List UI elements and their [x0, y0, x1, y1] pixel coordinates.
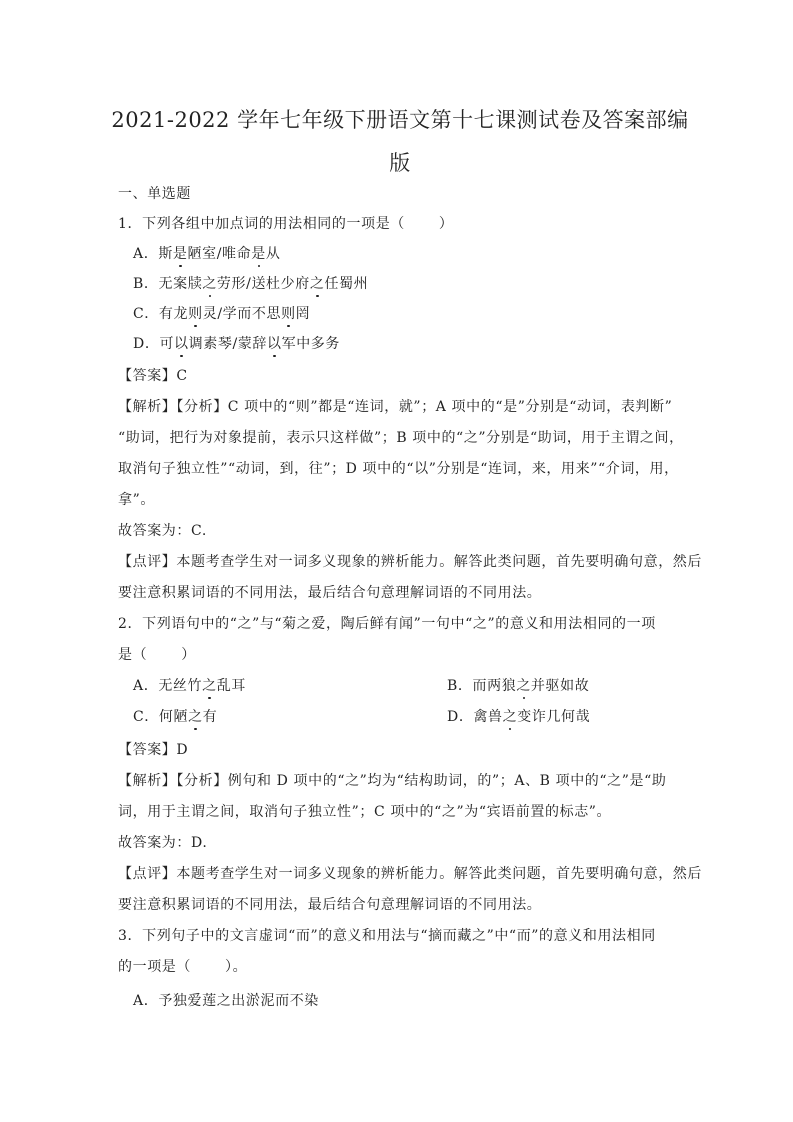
q2-analysis-line: 词，用于主谓之间，取消句子独立性”；C 项中的“之”为“宾语前置的标志”。: [118, 804, 612, 820]
q2-option-b: [447, 675, 589, 695]
option-text: 乱耳: [216, 678, 246, 694]
q2-option-a: [133, 675, 246, 695]
q1-stem-close: ）: [438, 216, 454, 232]
q2-stem-line: [118, 644, 196, 664]
option-text: 陋室/唯命: [187, 246, 252, 262]
q3-option-a: [133, 990, 319, 1010]
emphasized-word: 之: [188, 706, 203, 726]
emphasized-word: 则: [188, 303, 203, 323]
emphasized-word: 以: [267, 333, 282, 353]
option-text: 予独爱莲之出淤泥而不染: [158, 993, 319, 1009]
q1-option-a: [133, 243, 280, 263]
emphasized-word: 是: [173, 243, 188, 263]
q3-stem-close: ）。: [225, 959, 248, 975]
option-text: 调素琴/蒙辞: [188, 336, 267, 352]
q1-option-c: [133, 303, 310, 323]
option-text: 斯: [158, 246, 173, 262]
option-text: 并驱如故: [530, 678, 590, 694]
q1-stem: [118, 213, 454, 233]
option-text: 何陋: [158, 709, 189, 725]
q2-stem-text: 是（: [118, 647, 148, 663]
q2-stem-line: 2．下列语句中的“之”与“菊之爱，陶后鲜有闻”一句中“之”的意义和用法相同的一项: [118, 616, 656, 632]
option-text: 有龙: [158, 306, 189, 322]
option-label: C．: [133, 306, 159, 322]
q1-analysis-line: 拿”。: [118, 492, 155, 508]
q1-comment-line: 要注意积累词语的不同用法，最后结合句意理解词语的不同用法。: [118, 585, 542, 601]
option-text: 禽兽: [473, 709, 503, 725]
q1-analysis-line: 【解析】【分析】C 项中的“则”都是“连词，就”；A 项中的“是”分别是“动词，表判断”: [118, 399, 673, 415]
q2-comment-line: 【点评】本题考查学生对一词多义现象的辨析能力。解答此类问题，首先要明确句意，然后: [118, 866, 702, 882]
emphasized-word: 之: [310, 273, 325, 293]
option-label: A．: [133, 246, 159, 262]
q2-answer: 【答案】D: [118, 742, 189, 758]
emphasized-word: 则: [281, 303, 296, 323]
option-text: 无丝竹: [158, 678, 203, 694]
q2-stem-close: ）: [181, 647, 196, 663]
option-text: 而两狼: [472, 678, 517, 694]
option-text: 任蜀州: [324, 276, 369, 292]
q2-analysis-line: 【解析】【分析】例句和 D 项中的“之”均为“结构助词，的”；A、B 项中的“之”是“助: [118, 773, 667, 789]
option-label: D．: [133, 336, 160, 352]
q1-option-d: [133, 333, 340, 353]
option-text: 从: [265, 246, 281, 262]
q3-stem-text: 的一项是（: [118, 959, 191, 975]
option-text: 罔: [295, 306, 311, 322]
option-text: 可: [159, 336, 175, 352]
q3-stem-line: 3．下列句子中的文言虚词“而”的意义和用法与“摘而藏之”中“而”的意义和用法相同: [118, 928, 656, 944]
option-text: 劳形/送杜少府: [216, 276, 310, 292]
q2-conclusion: 故答案为：D.: [118, 835, 208, 851]
emphasized-word: 以: [174, 333, 189, 353]
q2-option-d: [447, 706, 590, 726]
q1-analysis-line: “助词，把行为对象提前，表示只这样做”；B 项中的“之”分别是“助词，用于主谓之间，: [118, 430, 684, 446]
emphasized-word: 之: [202, 273, 217, 293]
q1-comment-line: 【点评】本题考查学生对一词多义现象的辨析能力。解答此类问题，首先要明确句意，然后: [118, 554, 702, 570]
option-label: B．: [447, 678, 473, 694]
option-text: 灵/学而不思: [202, 306, 282, 322]
option-label: A．: [133, 993, 159, 1009]
emphasized-word: 之: [202, 675, 217, 695]
emphasized-word: 之: [503, 706, 518, 726]
option-label: C．: [133, 709, 159, 725]
document-title-line2: 版: [389, 151, 411, 175]
q3-stem-line: [118, 956, 247, 976]
section-heading: 一、单选题: [118, 186, 191, 202]
document-title-line1: 2021-2022 学年七年级下册语文第十七课测试卷及答案部编: [111, 108, 689, 132]
option-label: D．: [447, 709, 474, 725]
q1-analysis-line: 取消句子独立性”“动词，到，往”；D 项中的“以”分别是“连词，来，用来”“介词，用，: [118, 461, 679, 477]
option-text: 军中多务: [281, 336, 340, 352]
q1-answer: 【答案】C: [118, 368, 188, 384]
emphasized-word: 是: [251, 243, 266, 263]
q1-option-b: [133, 273, 368, 293]
q2-option-c: [133, 706, 217, 726]
option-text: 有: [202, 709, 218, 725]
option-label: A．: [133, 678, 159, 694]
emphasized-word: 之: [516, 675, 531, 695]
option-label: B．: [133, 276, 159, 292]
q1-conclusion: 故答案为：C.: [118, 523, 207, 539]
q2-comment-line: 要注意积累词语的不同用法，最后结合句意理解词语的不同用法。: [118, 897, 542, 913]
option-text: 无案牍: [158, 276, 203, 292]
q1-stem-text: 1．下列各组中加点词的用法相同的一项是（: [118, 216, 405, 232]
option-text: 变诈几何哉: [517, 709, 591, 725]
